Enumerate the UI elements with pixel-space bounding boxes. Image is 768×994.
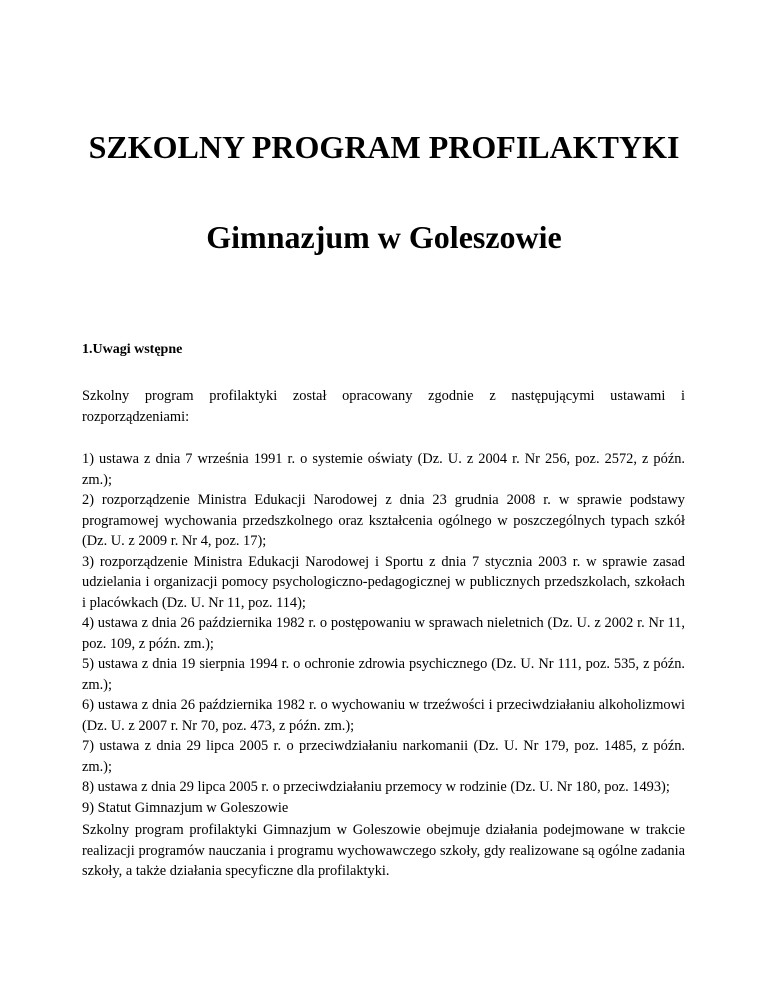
document-subtitle: Gimnazjum w Goleszowie xyxy=(206,219,562,255)
list-item: 5) ustawa z dnia 19 sierpnia 1994 r. o ochronie zdrowia psychicznego (Dz. U. Nr 111, poz. 535, z późn. zm.); xyxy=(82,656,685,693)
closing-paragraph: Szkolny program profilaktyki Gimnazjum w Goleszowie obejmuje działania podejmowane w trakcie realizacji programów nauczania i programu wychowawczego szkoły, gdy realizowane są ogólne zadania szkoły, a także działania specyficzne dla profilaktyki. xyxy=(82,822,685,879)
document-title: SZKOLNY PROGRAM PROFILAKTYKI xyxy=(88,129,680,165)
list-item: 4) ustawa z dnia 26 października 1982 r. o postępowaniu w sprawach nieletnich (Dz. U. z 2002 r. Nr 11, poz. 109, z późn. zm.); xyxy=(82,615,685,652)
list-item: 8) ustawa z dnia 29 lipca 2005 r. o przeciwdziałaniu przemocy w rodzinie (Dz. U. Nr 180, poz. 1493); xyxy=(82,779,670,795)
intro-paragraph: Szkolny program profilaktyki został opracowany zgodnie z następującymi ustawami i rozporządzeniami: xyxy=(82,388,685,425)
list-item: 9) Statut Gimnazjum w Goleszowie xyxy=(82,799,289,816)
list-item: 3) rozporządzenie Ministra Edukacji Narodowej i Sportu z dnia 7 stycznia 2003 r. w sprawie zasad udzielania i organizacji pomocy psychologiczno-pedagogicznej w publicznych przedszkolach, szkołach i placówkach (Dz. U. Nr 11, poz. 114); xyxy=(82,553,685,611)
section-heading: 1.Uwagi wstępne xyxy=(82,342,183,357)
list-item: 6) ustawa z dnia 26 października 1982 r. o wychowaniu w trzeźwości i przeciwdziałaniu alkoholizmowi (Dz. U. z 2007 r. Nr 70, poz. 473, z późn. zm.); xyxy=(82,697,685,734)
list-item: 7) ustawa z dnia 29 lipca 2005 r. o przeciwdziałaniu narkomanii (Dz. U. Nr 179, poz. 1485, z późn. zm.); xyxy=(82,738,685,775)
legal-basis-list xyxy=(82,449,685,818)
list-item: 2) rozporządzenie Ministra Edukacji Narodowej z dnia 23 grudnia 2008 r. w sprawie podstawy programowej wychowania przedszkolnego oraz kształcenia ogólnego w poszczególnych typach szkół (Dz. U. z 2009 r. Nr 4, poz. 17); xyxy=(82,492,685,549)
list-item: 1) ustawa z dnia 7 września 1991 r. o systemie oświaty (Dz. U. z 2004 r. Nr 256, poz. 2572, z późn. zm.); xyxy=(82,451,685,488)
